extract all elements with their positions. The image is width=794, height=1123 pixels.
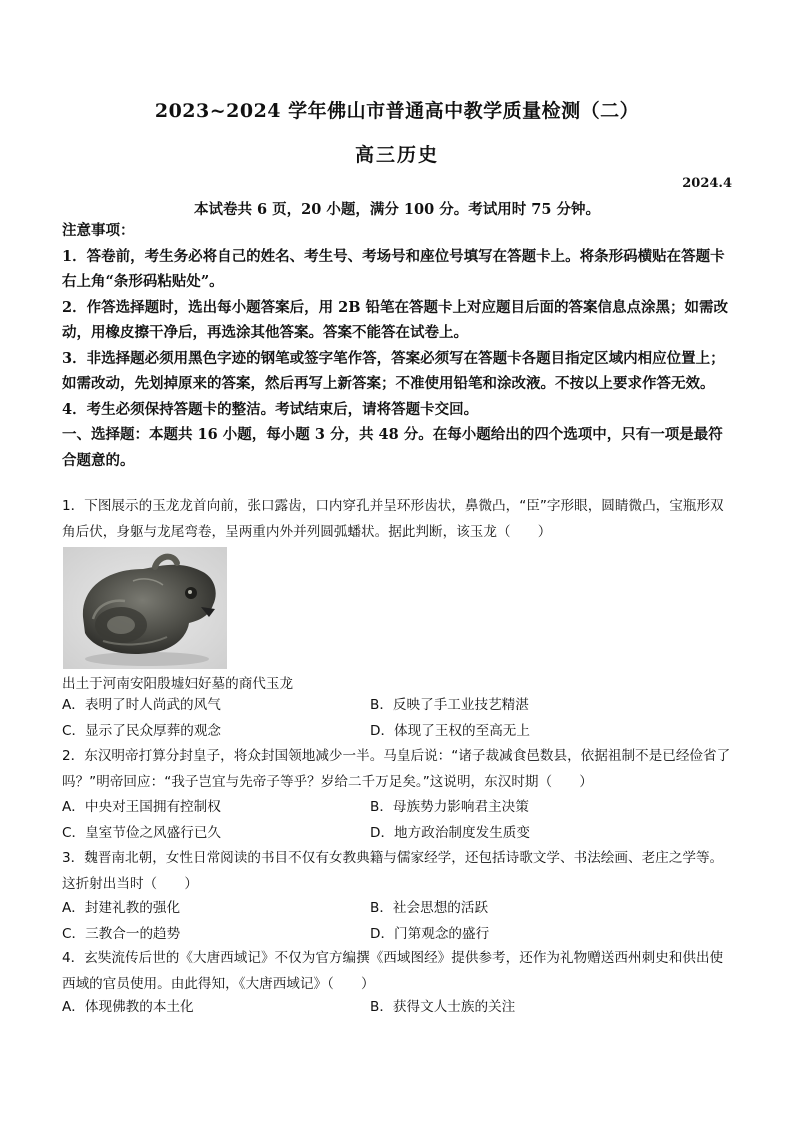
option-c: C．三教合一的趋势: [62, 925, 181, 942]
jade-dragon-photo: [63, 547, 227, 669]
option-d: D．体现了王权的至高无上: [370, 722, 530, 739]
exam-title: 2023~2024 学年佛山市普通高中教学质量检测（二）: [154, 100, 640, 122]
option-b: B．获得文人士族的关注: [370, 999, 516, 1015]
section-heading: 一、选择题：本题共 16 小题，每小题 3 分，共 48 分。在每小题给出的四个选项中，只有一项是最符合题意的。: [62, 426, 723, 469]
note-item: 4．考生必须保持答题卡的整洁。考试结束后，请将答题卡交回。: [62, 400, 479, 418]
question-3-options: [62, 896, 732, 947]
note-item: 1．答卷前，考生务必将自己的姓名、考生号、考场号和座位号填写在答题卡上。将条形码横贴在答题卡右上角“条形码粘贴处”。: [62, 247, 725, 290]
question-3-stem: 3．魏晋南北朝，女性日常阅读的书目不仅有女教典籍与儒家经学，还包括诗歌文学、书法绘画、老庄之学等。这折射出当时（ ）: [62, 850, 724, 892]
option-d: D．门第观念的盛行: [370, 925, 490, 942]
option-a: A．中央对王国拥有控制权: [62, 799, 221, 815]
option-a: A．体现佛教的本土化: [62, 999, 194, 1015]
question-2-options: [62, 795, 732, 846]
question-4-stem: 4．玄奘流传后世的《大唐西域记》不仅为官方编撰《西域图经》提供参考，还作为礼物赠送西州刺史和供出使西域的官员使用。由此得知，《大唐西域记》（ ）: [62, 950, 724, 992]
option-b: B．母族势力影响君主决策: [370, 799, 529, 815]
exam-subject: 高三历史: [354, 144, 439, 166]
exam-info: 本试卷共 6 页，20 小题，满分 100 分。考试用时 75 分钟。: [193, 201, 601, 218]
question-2-stem: 2．东汉明帝打算分封皇子，将众封国领地减少一半。马皇后说：“诸子裁减食邑数县，依据祖制不是已经俭省了吗？”明帝回应：“我子岂宜与先帝子等乎？岁给二千万足矣。”这说明，东汉时期（ ）: [62, 748, 731, 790]
option-a: A．封建礼教的强化: [62, 900, 181, 916]
notes-heading: 注意事项：: [62, 222, 135, 239]
option-b: B．社会思想的活跃: [370, 900, 489, 916]
exam-date: 2024.4: [682, 176, 732, 191]
note-item: 2．作答选择题时，选出每小题答案后，用 2B 铅笔在答题卡上对应题目后面的答案信息点涂黑；如需改动，用橡皮擦干净后，再选涂其他答案。答案不能答在试卷上。: [62, 298, 729, 341]
option-b: B．反映了手工业技艺精湛: [370, 697, 529, 713]
question-1-options: [62, 693, 732, 744]
option-a: A．表明了时人尚武的风气: [62, 697, 221, 713]
option-c: C．皇室节俭之风盛行已久: [62, 824, 222, 841]
option-d: D．地方政治制度发生质变: [370, 824, 530, 841]
note-item: 3．非选择题必须用黑色字迹的钢笔或签字笔作答，答案必须写在答题卡各题目指定区域内相应位置上；如需改动，先划掉原来的答案，然后再写上新答案；不准使用铅笔和涂改液。不按以上要求作答无效。: [62, 349, 725, 392]
photo-caption: 出土于河南安阳殷墟妇好墓的商代玉龙: [62, 676, 294, 692]
notes-section: [62, 218, 732, 473]
question-4-options: [62, 995, 732, 1021]
option-c: C．显示了民众厚葬的观念: [62, 722, 222, 739]
question-1-stem: 1．下图展示的玉龙龙首向前，张口露齿，口内穿孔并呈环形齿状，鼻微凸，“臣”字形眼，圆睛微凸，宝瓶形双角后伏，身躯与龙尾弯卷，呈两重内外并列圆弧蟠状。据此判断，该玉龙（ ）: [62, 498, 724, 540]
